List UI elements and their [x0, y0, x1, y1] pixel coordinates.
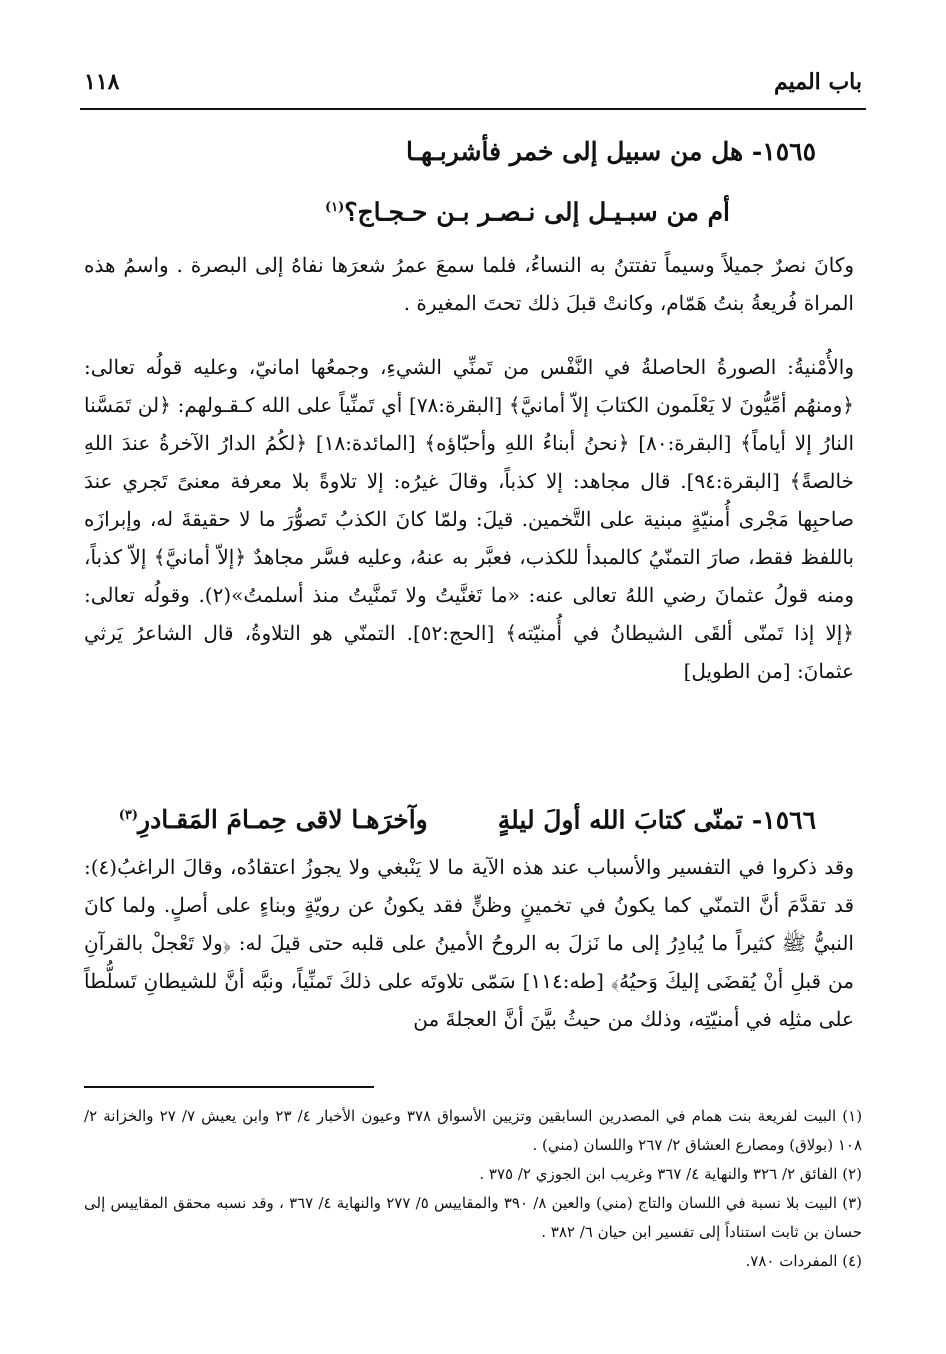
footnote-1: (١) البيت لفريعة بنت همام في المصدرين السابقين وتزيين الأسواق ٣٧٨ وعيون الأخبار ٤/ ٢٣ وابن يعيش ٧/ ٢٧ والخزانة ٢/ ١٠٨ (بولاق) ومصارع العشاق ٢/ ٢٦٧ واللسان (مني) .	[84, 1107, 863, 1154]
chapter-title: باب الميم	[773, 69, 862, 95]
paragraph: وقد ذكروا في التفسير والأسباب عند هذه الآية ما لا يَنْبغي ولا يجوزُ اعتقادُه، وقالَ الراغبُ(٤): قد تقدَّمَ أنَّ التمنّي كما يكونُ في تخمينٍ وظنٍّ فقد يكونُ عن رويّةٍ وبناءٍ على أصلٍ. ولما كانَ النبيُّ ﷺ كثيراً ما يُبادِرُ إلى ما نَزلَ به الروحُ الأمينُ على قلبه حتى قيلَ له: ﴿ولا تَعْجلْ بالقرآنِ من قبلِ أنْ يُقضَى إليكَ وَحيُهُ﴾ [طه:١١٤] سَمّى تلاوتَه على ذلكَ تَمنِّياً، ونبَّه أنَّ للشيطانِ تَسلُّطاً على مثلِه في أمنيّتِه، وذلك من حيثُ بيَّنَ أنَّ العجلةَ من	[84, 855, 854, 1031]
commentary-1565-main	[84, 348, 854, 702]
footnote-ref-1: (١)	[324, 200, 345, 215]
verse-heading-1565: ١٥٦٥- هل من سبيل إلى خمر فأشربـهـا	[406, 137, 816, 166]
commentary-1566	[84, 848, 854, 1050]
header-rule	[80, 108, 866, 110]
running-header	[84, 62, 862, 102]
hemistich-first: ١٥٦٦- تمنّى كتابَ الله أولَ ليلةٍ	[497, 805, 816, 835]
footnote-2: (٢) الفائق ٢/ ٣٢٦ والنهاية ٤/ ٣٦٧ وغريب ابن الجوزي ٢/ ٣٧٥ .	[479, 1165, 862, 1183]
footnote-4: (٤) المفردات ٧٨٠.	[745, 1252, 862, 1270]
footnotes	[84, 1102, 862, 1276]
page-number: ١١٨	[84, 69, 120, 95]
paragraph: وكانَ نصرٌ جميلاً وسيماً تفتتنُ به النساءُ، فلما سمعَ عمرُ شعرَها نفاهُ إلى البصرة . واسمُ هذه المراة فُريعةُ بنتُ هَمّام، وكانتْ قبلَ ذلك تحتَ المغيرة .	[84, 253, 854, 315]
commentary-1565-intro	[84, 246, 854, 334]
footnote-3: (٣) البيت بلا نسبة في اللسان والتاج (مني) والعين ٨/ ٣٩٠ والمقاييس ٥/ ٢٧٧ والنهاية ٤/ ٣٦٧ ، وقد نسبه محقق المقاييس إلى حسان بن ثابت استناداً إلى تفسير ابن حيان ٦/ ٣٨٢ .	[84, 1194, 862, 1241]
hemistich-text: أم من سبـيـل إلى نـصـر بـن حـجـاج؟	[344, 197, 730, 227]
paragraph: والأُمْنيةُ: الصورةُ الحاصلةُ في النَّفْس من تَمنِّي الشيءِ، وجمعُها امانيّ، وعليه قولُه تعالى: ﴿ومنهُم أمِّيُّونَ لا يَعْلَمون الكتابَ إلاّ أمانيَّ﴾ [البقرة:٧٨] أي تَمنِّياً على الله كـقـولهم: ﴿لن تَمَسَّنا النارُ إلا أياماً﴾ [البقرة:٨٠] ﴿نحنُ أبناءُ اللهِ وأحبّاؤه﴾ [المائدة:١٨] ﴿لكُمُ الدارُ الآخرةُ عندَ اللهِ خالصةً﴾ [البقرة:٩٤]. قال مجاهد: إلا كذباً، وقالَ غيرُه: إلا تلاوةً بلا معرفة معنىً تَجري عندَ صاحبِها مَجْرى أُمنيّةٍ مبنية على التَّخمين. قيلَ: ولمّا كانَ الكذبُ تَصوُّرَ ما لا حقيقةَ له، وإبرازَه باللفظ فقط، صارَ التمنّيُ كالمبدأ للكذب، فعبَّر به عنهُ، وعليه فسَّر مجاهدٌ ﴿إلاّ أمانيَّ﴾ إلاّ كذباً، ومنه قولُ عثمانَ رضي اللهُ تعالى عنه: «ما تَغنَّيتُ ولا تَمنَّيتُ منذ أسلمتُ»(٢). وقولُه تعالى: ﴿إلا إذا تَمنّى ألقَى الشيطانُ في أُمنيّته﴾ [الحج:٥٢]. التمنّي هو التلاوةُ، قال الشاعرُ يَرثي عثمانَ: [من الطويل]	[84, 355, 854, 683]
verse-second-hemistich-1565	[325, 190, 730, 230]
footnote-rule	[84, 1086, 374, 1088]
hemistich-second: وآخرَهـا لاقى حِمـامَ المَقـادرِ	[138, 805, 428, 835]
footnote-ref-3: (٣)	[118, 808, 139, 823]
verse-heading-1566	[119, 798, 816, 838]
